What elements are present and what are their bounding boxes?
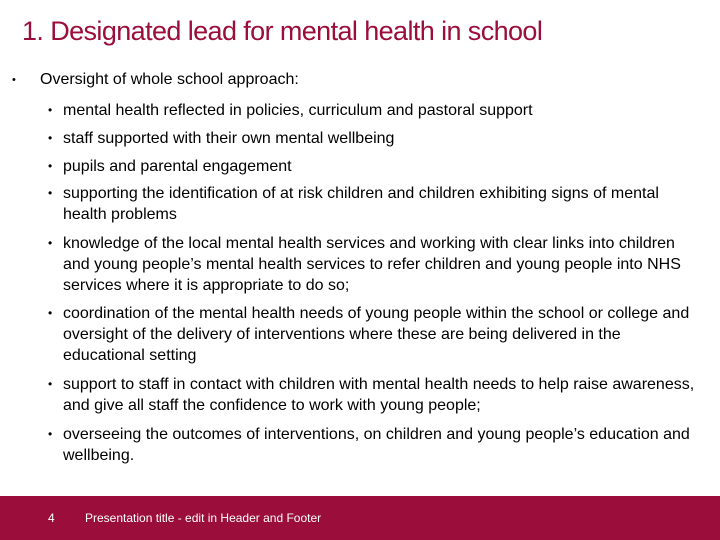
bullet-text-l1: Oversight of whole school approach: bbox=[40, 71, 299, 88]
list-item bbox=[44, 303, 704, 366]
list-item bbox=[44, 128, 704, 149]
footer-text: Presentation title - edit in Header and Footer bbox=[85, 511, 322, 525]
list-item-text: coordination of the mental health needs of young people within the school or college and oversight of the delivery of interventions where these are being delivered in the educational setting bbox=[63, 305, 690, 364]
list-item bbox=[44, 183, 704, 225]
list-item bbox=[44, 100, 704, 121]
bullet-marker: • bbox=[48, 377, 53, 391]
list-item bbox=[44, 424, 704, 466]
list-item-text: mental health reflected in policies, curriculum and pastoral support bbox=[63, 102, 533, 119]
bullet-marker: • bbox=[48, 427, 53, 441]
bullet-marker: • bbox=[48, 186, 53, 200]
bullet-marker: • bbox=[48, 131, 53, 145]
list-item-text: staff supported with their own mental wellbeing bbox=[63, 130, 395, 147]
bullet-marker: • bbox=[48, 159, 53, 173]
list-item bbox=[44, 156, 704, 177]
slide-footer bbox=[0, 496, 720, 540]
bullet-marker: • bbox=[48, 103, 53, 117]
slide-title: 1. Designated lead for mental health in school bbox=[22, 16, 543, 46]
bullet-marker: • bbox=[48, 306, 53, 320]
list-item-text: support to staff in contact with children with mental health needs to help raise awareness, and give all staff the confidence to work with young people; bbox=[63, 376, 695, 414]
list-item-text: overseeing the outcomes of interventions, on children and young people’s education and wellbeing. bbox=[63, 426, 690, 464]
list-item-text: knowledge of the local mental health services and working with clear links into children and young people’s mental health services to refer children and young people into NHS services where it is appropriate to do so; bbox=[63, 235, 681, 294]
bullet-marker: • bbox=[48, 236, 53, 250]
list-item-text: pupils and parental engagement bbox=[63, 158, 292, 175]
bullet-marker: • bbox=[12, 74, 16, 86]
page-number: 4 bbox=[48, 511, 55, 525]
list-item bbox=[44, 374, 704, 416]
list-item-text: supporting the identification of at risk children and children exhibiting signs of mental health problems bbox=[63, 185, 659, 223]
list-item bbox=[44, 233, 704, 296]
